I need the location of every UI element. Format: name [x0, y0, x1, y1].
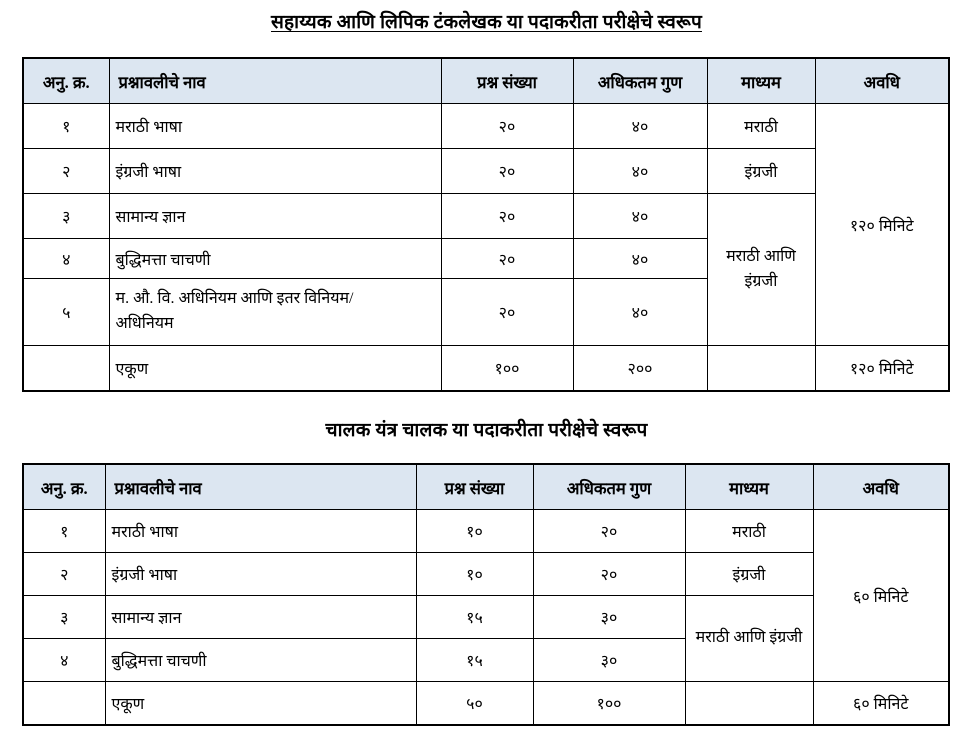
table-1-row-2-sr: २: [23, 149, 109, 194]
table-row: [23, 596, 949, 639]
table-1-row-1-name: मराठी भाषा: [109, 104, 441, 149]
table-2-row-1-questions: १०: [416, 510, 533, 553]
table-1-total-label: एकूण: [109, 346, 441, 391]
table-1-row-1-marks: ४०: [573, 104, 707, 149]
table-2-row-4-questions: १५: [416, 639, 533, 682]
table-1-header-medium: माध्यम: [707, 58, 815, 104]
table-1-row-5-name: [109, 279, 441, 346]
table-2-duration-merged: ६० मिनिटे: [813, 510, 949, 682]
section-2-title: [0, 420, 973, 443]
table-1-header-marks: अधिकतम गुण: [573, 58, 707, 104]
table-2-row-1-sr: १: [23, 510, 105, 553]
table-2-row-3-name: सामान्य ज्ञान: [105, 596, 416, 639]
table-1-total-row: [23, 346, 949, 391]
table-2-header-sr: अनु. क्र.: [23, 464, 105, 510]
table-2-row-2-sr: २: [23, 553, 105, 596]
table-1-row-5-sr: ५: [23, 279, 109, 346]
table-2-total-row: [23, 682, 949, 725]
table-1-header-sr: अनु. क्र.: [23, 58, 109, 104]
table-1-row-4-questions: २०: [441, 239, 573, 279]
table-2-row-3-sr: ३: [23, 596, 105, 639]
table-1-row-5-questions: २०: [441, 279, 573, 346]
table-1-row-3-name: सामान्य ज्ञान: [109, 194, 441, 239]
table-row: [23, 194, 949, 239]
table-2-header-row: [23, 464, 949, 510]
table-1-header-duration: अवधि: [815, 58, 949, 104]
table-1-row-4-name: बुद्धिमत्ता चाचणी: [109, 239, 441, 279]
table-row: [23, 553, 949, 596]
section-2-title-text: चालक यंत्र चालक या पदाकरीता परीक्षेचे स्वरूप: [325, 420, 648, 441]
section-1-title-text: सहाय्यक आणि लिपिक टंकलेखक या पदाकरीता परीक्षेचे स्वरूप: [271, 12, 702, 33]
table-2-row-3-marks: ३०: [533, 596, 685, 639]
table-2-row-3-questions: १५: [416, 596, 533, 639]
table-2-medium-merged: मराठी आणि इंग्रजी: [685, 596, 813, 682]
table-1-row-1-questions: २०: [441, 104, 573, 149]
table-2-total-duration: ६० मिनिटे: [813, 682, 949, 725]
table-1-total-questions: १००: [441, 346, 573, 391]
table-2-total-sr: [23, 682, 105, 725]
table-1-header-questions: प्रश्न संख्या: [441, 58, 573, 104]
table-2-header-duration: अवधि: [813, 464, 949, 510]
table-2-row-2-medium: इंग्रजी: [685, 553, 813, 596]
table-1-total-duration: १२० मिनिटे: [815, 346, 949, 391]
table-2-header-marks: अधिकतम गुण: [533, 464, 685, 510]
table-1-total-sr: [23, 346, 109, 391]
table-row: [23, 510, 949, 553]
table-1-duration-merged: १२० मिनिटे: [815, 104, 949, 346]
table-1-medium-merged: मराठी आणि इंग्रजी: [707, 194, 815, 346]
table-2-row-2-name: इंग्रजी भाषा: [105, 553, 416, 596]
table-1-row-3-sr: ३: [23, 194, 109, 239]
table-1-total-marks: २००: [573, 346, 707, 391]
table-2-header-medium: माध्यम: [685, 464, 813, 510]
table-1-total-medium: [707, 346, 815, 391]
exam-pattern-table-1: [22, 57, 950, 392]
table-1-row-1-medium: मराठी: [707, 104, 815, 149]
table-2-header-name: प्रश्नावलीचे नाव: [105, 464, 416, 510]
section-1-title: [0, 12, 973, 35]
table-1-row-5-name-line-1: म. औ. वि. अधिनियम आणि इतर विनियम/: [115, 290, 354, 308]
table-1-row-2-marks: ४०: [573, 149, 707, 194]
table-2-total-questions: ५०: [416, 682, 533, 725]
table-1-header-row: [23, 58, 949, 104]
table-1-row-2-questions: २०: [441, 149, 573, 194]
exam-pattern-table-2: [22, 463, 950, 726]
table-2-row-4-marks: ३०: [533, 639, 685, 682]
table-1-row-1-sr: १: [23, 104, 109, 149]
table-1-row-4-sr: ४: [23, 239, 109, 279]
table-2-row-2-questions: १०: [416, 553, 533, 596]
table-row: [23, 149, 949, 194]
table-2-total-medium: [685, 682, 813, 725]
table-2-row-4-sr: ४: [23, 639, 105, 682]
table-2-row-1-name: मराठी भाषा: [105, 510, 416, 553]
table-1-row-2-medium: इंग्रजी: [707, 149, 815, 194]
table-2-total-label: एकूण: [105, 682, 416, 725]
table-1-row-4-marks: ४०: [573, 239, 707, 279]
table-row: [23, 104, 949, 149]
table-1-row-5-name-line-2: अधिनियम: [115, 315, 174, 332]
table-1-row-5-marks: ४०: [573, 279, 707, 346]
table-1-row-3-marks: ४०: [573, 194, 707, 239]
table-2-row-4-name: बुद्धिमत्ता चाचणी: [105, 639, 416, 682]
table-1-row-3-questions: २०: [441, 194, 573, 239]
table-2-row-1-marks: २०: [533, 510, 685, 553]
table-1-row-2-name: इंग्रजी भाषा: [109, 149, 441, 194]
table-2-total-marks: १००: [533, 682, 685, 725]
table-2-header-questions: प्रश्न संख्या: [416, 464, 533, 510]
table-1-header-name: प्रश्नावलीचे नाव: [109, 58, 441, 104]
table-2-row-2-marks: २०: [533, 553, 685, 596]
table-2-row-1-medium: मराठी: [685, 510, 813, 553]
